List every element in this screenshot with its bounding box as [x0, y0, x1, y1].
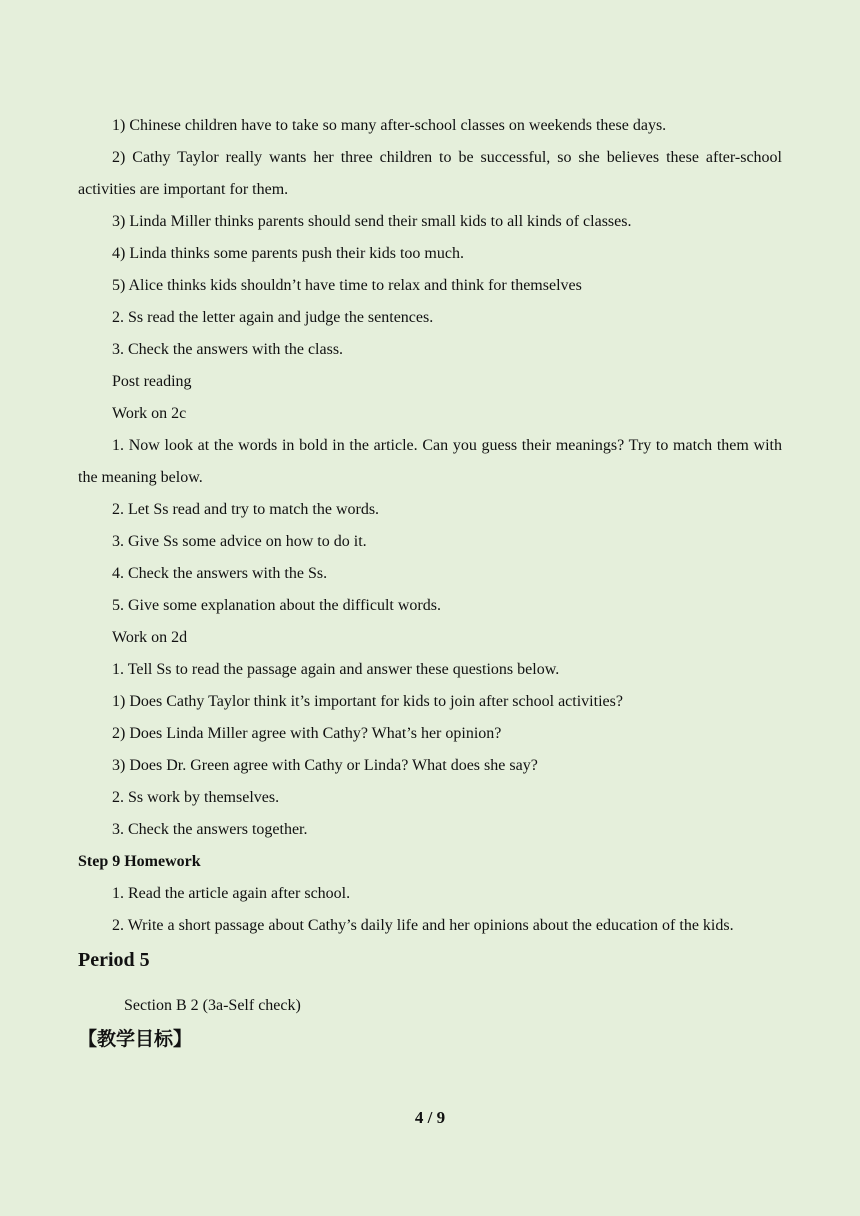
text-line: 2. Ss work by themselves.: [112, 789, 280, 806]
text-paragraph: 2) Cathy Taylor really wants her three children to be successful, so she believes these after-school activities are important for them.: [78, 149, 782, 198]
text-line: 3. Give Ss some advice on how to do it.: [112, 533, 367, 550]
text-line: 1. Tell Ss to read the passage again and answer these questions below.: [112, 661, 560, 678]
text-line: 2. Ss read the letter again and judge the sentences.: [112, 309, 434, 326]
text-line: 5. Give some explanation about the difficult words.: [112, 597, 441, 614]
question-line: 3) Does Dr. Green agree with Cathy or Linda? What does she say?: [112, 757, 538, 774]
text-line: 3. Check the answers together.: [112, 821, 308, 838]
objectives-heading: 【教学目标】: [78, 1028, 193, 1050]
text-line: 4) Linda thinks some parents push their kids too much.: [112, 245, 464, 262]
text-paragraph: 2. Write a short passage about Cathy’s daily life and her opinions about the education of the kids.: [112, 917, 734, 934]
text-line: 4. Check the answers with the Ss.: [112, 565, 328, 582]
question-line: 1) Does Cathy Taylor think it’s important for kids to join after school activities?: [112, 693, 623, 710]
question-line: 2) Does Linda Miller agree with Cathy? What’s her opinion?: [112, 725, 502, 742]
text-line: 5) Alice thinks kids shouldn’t have time to relax and think for themselves: [112, 277, 582, 294]
page-number: 4 / 9: [414, 1108, 446, 1127]
period-heading: Period 5: [78, 949, 150, 971]
text-line: 1) Chinese children have to take so many after-school classes on weekends these days.: [112, 117, 667, 134]
text-line: 3) Linda Miller thinks parents should send their small kids to all kinds of classes.: [112, 213, 632, 230]
subheading-post-reading: Post reading: [112, 373, 192, 390]
step-heading: Step 9 Homework: [78, 853, 201, 870]
document-body: [78, 110, 782, 1056]
subheading-work-on-2c: Work on 2c: [112, 405, 187, 422]
text-paragraph: 1. Now look at the words in bold in the article. Can you guess their meanings? Try to match them with the meaning below.: [78, 437, 782, 486]
section-title: Section B 2 (3a-Self check): [124, 997, 301, 1014]
text-line: 2. Let Ss read and try to match the words.: [112, 501, 380, 518]
subheading-work-on-2d: Work on 2d: [112, 629, 188, 646]
text-line: 1. Read the article again after school.: [112, 885, 351, 902]
text-line: 3. Check the answers with the class.: [112, 341, 344, 358]
